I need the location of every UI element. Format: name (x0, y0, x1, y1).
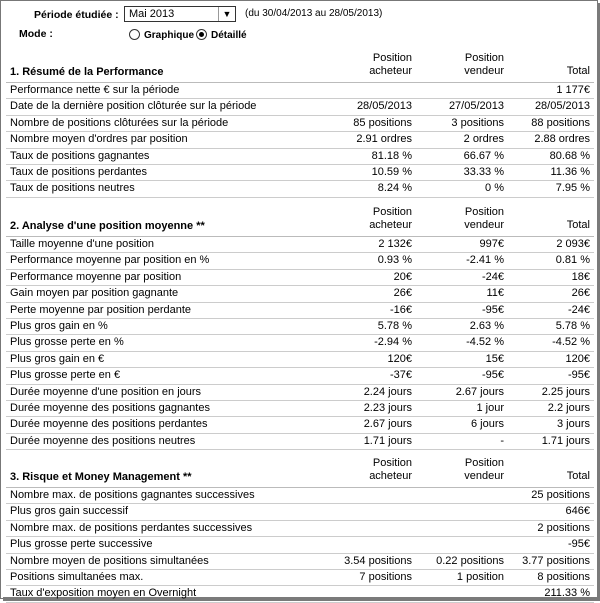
row-label: Nombre moyen de positions simultanées (10, 554, 209, 567)
table-row (6, 253, 594, 269)
value-vendeur: 997€ (479, 238, 504, 250)
value-vendeur: 0 % (485, 182, 504, 195)
row-label: Gain moyen par position gagnante (10, 287, 179, 300)
table-row (6, 335, 594, 351)
value-total: -95€ (567, 369, 590, 382)
row-label: Performance nette € sur la période (10, 84, 180, 96)
row-label: Plus gros gain en € (10, 352, 105, 365)
row-label: Nombre max. de positions gagnantes successives (10, 489, 255, 501)
column-header-line2: Total (566, 65, 590, 77)
column-header (332, 52, 412, 78)
mode-radio-detaille[interactable] (196, 29, 207, 40)
mode-radio-graphique[interactable] (129, 29, 140, 40)
row-label: Taux de positions perdantes (10, 165, 147, 178)
value-acheteur: 7 positions (359, 570, 412, 583)
column-header-line2: vendeur (464, 219, 504, 231)
table-row (6, 165, 594, 181)
value-total: 0.81 % (555, 254, 590, 267)
value-total: 1.71 jours (541, 434, 590, 447)
column-header-line2: acheteur (369, 65, 412, 77)
value-total: 7.95 % (555, 182, 590, 195)
section-title: 3. Risque et Money Management ** (10, 471, 192, 483)
column-header-line2: acheteur (369, 470, 412, 482)
row-label: Nombre de positions clôturées sur la période (10, 116, 229, 129)
table-row (6, 488, 594, 504)
table-row (6, 521, 594, 537)
value-vendeur: 1 position (456, 570, 504, 583)
value-vendeur: 6 jours (470, 418, 504, 431)
section-header (6, 204, 594, 237)
table-row (6, 504, 594, 520)
value-vendeur: 3 positions (451, 116, 504, 129)
value-vendeur: -95€ (481, 369, 504, 382)
column-header-line1: Position (372, 52, 412, 64)
value-total: 3.77 positions (522, 554, 590, 567)
section-3 (6, 455, 594, 603)
value-vendeur: 66.67 % (463, 149, 504, 162)
section-header (6, 50, 594, 83)
row-label: Plus gros gain successif (10, 505, 128, 518)
table-row (6, 116, 594, 132)
value-acheteur: -2.94 % (374, 336, 412, 349)
table-row (6, 537, 594, 553)
value-vendeur: 15€ (485, 352, 504, 365)
table-row (6, 83, 594, 99)
table-row (6, 417, 594, 433)
row-label: Perte moyenne par position perdante (10, 303, 192, 316)
section-title: 1. Résumé de la Performance (10, 66, 164, 78)
value-total: -24€ (567, 303, 590, 316)
table-row (6, 434, 594, 450)
value-acheteur: 20€ (393, 270, 412, 283)
value-vendeur: -95€ (481, 303, 504, 316)
column-header (510, 457, 590, 483)
row-label: Positions simultanées max. (10, 570, 144, 583)
table-row (6, 286, 594, 302)
column-header-line2: acheteur (369, 219, 412, 231)
period-select[interactable] (124, 6, 236, 22)
period-range: (du 30/04/2013 au 28/05/2013) (245, 8, 383, 19)
value-acheteur: 2.24 jours (363, 385, 412, 398)
section-2 (6, 204, 594, 450)
value-total: 2 093€ (556, 238, 590, 250)
value-acheteur: -37€ (389, 369, 412, 382)
row-label: Nombre moyen d'ordres par position (10, 133, 188, 146)
value-acheteur: 26€ (393, 287, 412, 300)
column-header-line1: Position (464, 206, 504, 218)
chevron-down-icon[interactable]: ▼ (218, 7, 235, 21)
row-label: Taille moyenne d'une position (10, 238, 154, 250)
value-total: 211.33 % (544, 587, 590, 600)
row-label: Performance moyenne par position en % (10, 254, 210, 267)
table-row (6, 586, 594, 602)
value-total: 28/05/2013 (534, 100, 590, 113)
row-label: Taux de positions gagnantes (10, 149, 150, 162)
value-vendeur: - (500, 434, 504, 447)
value-total: 2 positions (537, 521, 590, 534)
table-row (6, 99, 594, 115)
column-header-line1: Position (372, 457, 412, 469)
row-label: Durée moyenne des positions gagnantes (10, 401, 210, 414)
table-row (6, 270, 594, 286)
value-total: 80.68 % (549, 149, 590, 162)
row-label: Durée moyenne d'une position en jours (10, 385, 202, 398)
value-acheteur: 28/05/2013 (356, 100, 412, 113)
section-header (6, 455, 594, 488)
period-select-value: Mai 2013 (129, 8, 175, 20)
mode-option-detaille[interactable]: Détaillé (211, 30, 247, 41)
value-acheteur: -16€ (389, 303, 412, 316)
row-label: Plus grosse perte en % (10, 336, 124, 349)
value-acheteur: 120€ (387, 352, 412, 365)
value-vendeur: 33.33 % (463, 165, 504, 178)
table-row (6, 385, 594, 401)
value-acheteur: 2 132€ (378, 238, 412, 250)
column-header-line1: Position (464, 52, 504, 64)
table-row (6, 352, 594, 368)
table-row (6, 570, 594, 586)
table-row (6, 401, 594, 417)
row-label: Nombre max. de positions perdantes successives (10, 521, 253, 534)
table-row (6, 319, 594, 335)
row-label: Date de la dernière position clôturée sur la période (10, 100, 257, 113)
value-total: 3 jours (556, 418, 590, 431)
value-acheteur: 1.71 jours (363, 434, 412, 447)
column-header-line1: Position (372, 206, 412, 218)
table-row (6, 149, 594, 165)
value-acheteur: 2.23 jours (363, 401, 412, 414)
value-vendeur: 2.63 % (469, 319, 504, 332)
table-row (6, 554, 594, 570)
column-header (424, 457, 504, 483)
column-header-line2: vendeur (464, 470, 504, 482)
value-total: 8 positions (537, 570, 590, 583)
value-total: -95€ (567, 538, 590, 551)
value-vendeur: 2 ordres (463, 133, 504, 146)
value-total: 88 positions (531, 116, 590, 129)
value-acheteur: 3.54 positions (344, 554, 412, 567)
value-total: 5.78 % (555, 319, 590, 332)
section-1 (6, 50, 594, 198)
value-acheteur: 10.59 % (371, 165, 412, 178)
mode-option-graphique[interactable]: Graphique (144, 30, 195, 41)
row-label: Plus gros gain en % (10, 319, 108, 332)
column-header (424, 52, 504, 78)
section-title: 2. Analyse d'une position moyenne ** (10, 220, 205, 232)
value-total: 1 177€ (556, 84, 590, 96)
value-acheteur: 5.78 % (377, 319, 412, 332)
column-header (424, 206, 504, 232)
value-acheteur: 0.93 % (377, 254, 412, 267)
value-acheteur: 2.67 jours (363, 418, 412, 431)
table-row (6, 368, 594, 384)
value-total: -4.52 % (552, 336, 590, 349)
column-header (332, 206, 412, 232)
value-vendeur: 2.67 jours (455, 385, 504, 398)
table-row (6, 237, 594, 253)
period-label: Période étudiée : (34, 9, 119, 21)
value-total: 18€ (571, 270, 590, 283)
row-label: Durée moyenne des positions perdantes (10, 418, 208, 431)
value-vendeur: 11€ (486, 287, 504, 300)
column-header-line2: Total (566, 470, 590, 482)
value-vendeur: 0.22 positions (436, 554, 504, 567)
value-total: 646€ (565, 505, 590, 518)
value-vendeur: -2.41 % (466, 254, 504, 267)
value-total: 25 positions (531, 489, 590, 501)
column-header (510, 52, 590, 78)
table-row (6, 181, 594, 197)
row-label: Taux de positions neutres (10, 182, 135, 195)
table-row (6, 303, 594, 319)
row-label: Performance moyenne par position (10, 270, 182, 283)
value-vendeur: -24€ (481, 270, 504, 283)
row-label: Plus grosse perte successive (10, 538, 153, 551)
value-acheteur: 85 positions (353, 116, 412, 129)
column-header-line2: vendeur (464, 65, 504, 77)
column-header (332, 457, 412, 483)
mode-label: Mode : (19, 28, 53, 40)
row-label: Taux d'exposition moyen en Overnight (10, 587, 197, 600)
value-total: 2.25 jours (541, 385, 590, 398)
filter-bar (0, 0, 598, 50)
value-total: 2.88 ordres (534, 133, 590, 146)
value-total: 26€ (571, 287, 590, 300)
column-header (510, 206, 590, 232)
row-label: Durée moyenne des positions neutres (10, 434, 196, 447)
value-acheteur: 81.18 % (371, 149, 412, 162)
column-header-line1: Position (464, 457, 504, 469)
value-acheteur: 2.91 ordres (356, 133, 412, 146)
value-total: 2.2 jours (547, 401, 590, 414)
value-acheteur: 8.24 % (377, 182, 412, 195)
column-header-line2: Total (566, 219, 590, 231)
table-row (6, 132, 594, 148)
row-label: Plus grosse perte en € (10, 369, 121, 382)
value-vendeur: -4.52 % (466, 336, 504, 349)
value-vendeur: 1 jour (476, 401, 504, 414)
value-vendeur: 27/05/2013 (448, 100, 504, 113)
value-total: 11.36 % (550, 165, 590, 178)
value-total: 120€ (565, 352, 590, 365)
